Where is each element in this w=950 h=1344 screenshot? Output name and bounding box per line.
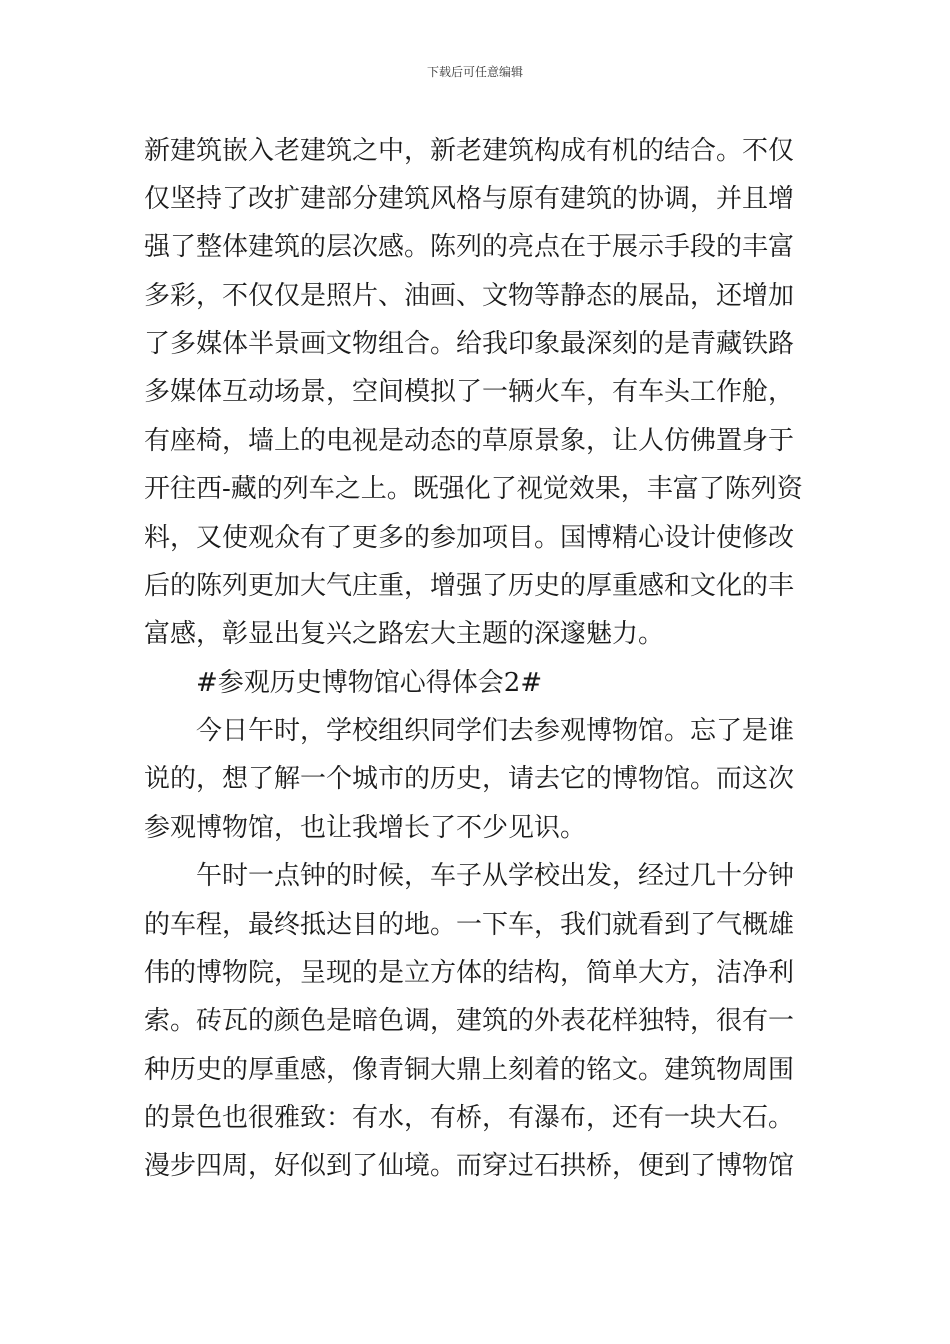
text-line: 强了整体建筑的层次感。陈列的亮点在于展示手段的丰富 xyxy=(144,232,795,262)
text-line: 的车程，最终抵达目的地。一下车，我们就看到了气概雄 xyxy=(144,910,795,940)
text-line: 说的，想了解一个城市的历史，请去它的博物馆。而这次 xyxy=(144,764,795,794)
text-line: 伟的博物院，呈现的是立方体的结构，简单大方，洁净利 xyxy=(144,958,795,988)
text-line: 料，又使观众有了更多的参加项目。国博精心设计使修改 xyxy=(144,523,795,553)
text-line: 多媒体互动场景，空间模拟了一辆火车，有车头工作舱， xyxy=(144,377,795,407)
text-line: 多彩，不仅仅是照片、油画、文物等静态的展品，还增加 xyxy=(144,281,795,311)
text-line: 后的陈列更加大气庄重，增强了历史的厚重感和文化的丰 xyxy=(144,571,795,601)
text-line: 种历史的厚重感，像青铜大鼎上刻着的铭文。建筑物周围 xyxy=(144,1055,795,1085)
section-heading: #参观历史博物馆心得体会2# xyxy=(196,668,543,698)
text-line: 的景色也很雅致：有水，有桥，有瀑布，还有一块大石。 xyxy=(144,1103,795,1133)
text-line: 索。砖瓦的颜色是暗色调，建筑的外表花样独特，很有一 xyxy=(144,1006,795,1036)
text-line: 富感，彰显出复兴之路宏大主题的深邃魅力。 xyxy=(144,619,665,649)
text-line: 开往西-藏的列车之上。既强化了视觉效果，丰富了陈列资 xyxy=(144,474,803,504)
text-line: 参观博物馆，也让我增长了不少见识。 xyxy=(144,813,587,843)
text-line: 有座椅，墙上的电视是动态的草原景象，让人仿佛置身于 xyxy=(144,426,795,456)
page-header: 下载后可任意编辑 xyxy=(426,65,523,79)
paragraph-start-line: 今日午时，学校组织同学们去参观博物馆。忘了是谁 xyxy=(196,716,795,746)
text-line: 新建筑嵌入老建筑之中，新老建筑构成有机的结合。不仅 xyxy=(144,136,795,166)
text-line: 漫步四周，好似到了仙境。而穿过石拱桥，便到了博物馆 xyxy=(144,1151,795,1181)
text-line: 了多媒体半景画文物组合。给我印象最深刻的是青藏铁路 xyxy=(144,329,795,359)
text-line: 仅坚持了改扩建部分建筑风格与原有建筑的协调，并且增 xyxy=(144,184,795,214)
paragraph-start-line: 午时一点钟的时候，车子从学校出发，经过几十分钟 xyxy=(196,861,795,891)
